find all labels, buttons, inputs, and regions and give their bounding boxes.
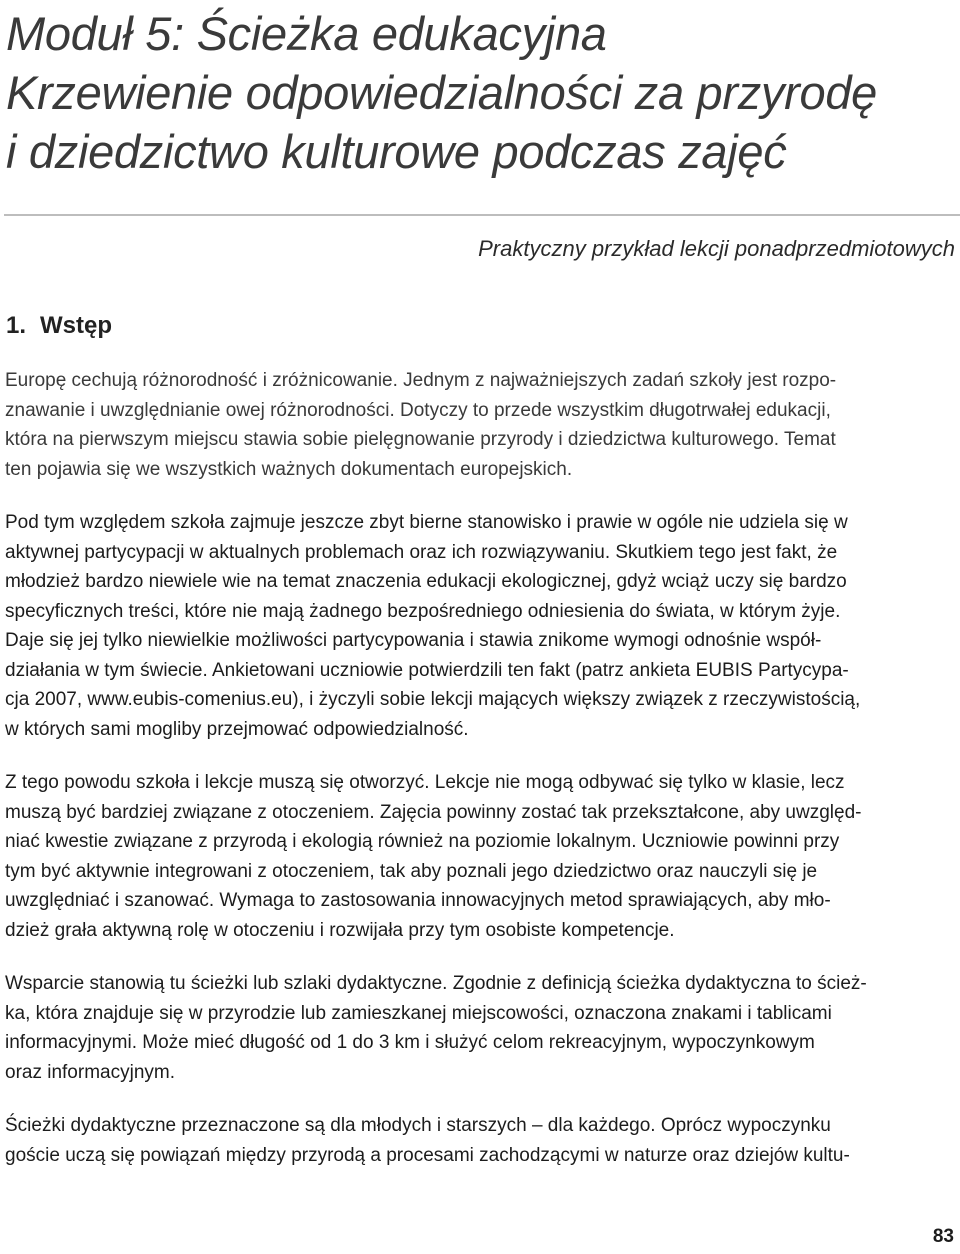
paragraph-line: w których sami mogliby przejmować odpowiedzialność. — [5, 718, 469, 740]
paragraph-line: tym być aktywnie integrowani z otoczeniem, tak aby poznali jego dziedzictwo oraz nauczyli się je — [5, 860, 818, 882]
paragraph-line: cja 2007, www.eubis-comenius.eu), i życzyli sobie lekcji mających większy związek z rzeczywistością, — [5, 689, 861, 710]
page-title — [6, 4, 956, 181]
title-line-1: Moduł 5: Ścieżka edukacyjna — [6, 7, 607, 60]
paragraph-line: dzież grała aktywną rolę w otoczeniu i rozwijała przy tym osobiste kompetencje. — [5, 919, 675, 941]
paragraph — [5, 1111, 957, 1170]
paragraph-line: Europę cechują różnorodność i zróżnicowanie. Jednym z najważniejszych zadań szkoły jest rozpo- — [5, 370, 837, 391]
paragraph-line: goście uczą się powiązań między przyrodą a procesami zachodzącymi w naturze oraz dziejów kultu- — [5, 1144, 850, 1166]
paragraph — [5, 768, 957, 945]
paragraph-line: Pod tym względem szkoła zajmuje jeszcze zbyt bierne stanowisko i prawie w ogóle nie udziela się w — [5, 512, 848, 533]
paragraph-line: działania w tym świecie. Ankietowani uczniowie potwierdzili ten fakt (patrz ankieta EUBIS Partycypa- — [5, 659, 849, 681]
paragraph-line: Ścieżki dydaktyczne przeznaczone są dla młodych i starszych – dla każdego. Oprócz wypoczynku — [5, 1115, 831, 1136]
paragraph-line: muszą być bardziej związane z otoczeniem. Zajęcia powinny zostać tak przekształcone, aby uwzględ- — [5, 801, 862, 823]
paragraph-line: niać kwestie związane z przyrodą i ekologią również na poziomie lokalnym. Uczniowie powinni przy — [5, 831, 840, 852]
section-heading — [6, 312, 112, 340]
title-divider — [4, 214, 960, 216]
paragraph-line: ka, która znajduje się w przyrodzie lub zamieszkanej miejscowości, oznaczona znakami i tablicami — [5, 1002, 832, 1024]
paragraph-line: ten pojawia się we wszystkich ważnych dokumentach europejskich. — [5, 458, 573, 480]
paragraph-line: oraz informacyjnym. — [5, 1061, 175, 1083]
title-line-2: Krzewienie odpowiedzialności za przyrodę — [6, 66, 878, 119]
paragraph-line: uwzględniać i szanować. Wymaga to zastosowania innowacyjnych metod sprawiających, aby mło- — [5, 890, 831, 911]
page-number: 83 — [932, 1226, 954, 1247]
body-text — [5, 366, 957, 1194]
paragraph — [5, 969, 957, 1087]
section-title: Wstęp — [40, 312, 113, 339]
paragraph-line: młodzież bardzo niewiele wie na temat znaczenia edukacji ekologicznej, gdyż wciąż uczy się bardzo — [5, 571, 847, 592]
paragraph-line: która na pierwszym miejscu stawia sobie pielęgnowanie przyrody i dziedzictwa kulturowego. Temat — [5, 429, 836, 450]
paragraph-line: Z tego powodu szkoła i lekcje muszą się otworzyć. Lekcje nie mogą odbywać się tylko w klasie, lecz — [5, 772, 845, 793]
paragraph-line: specyficznych treści, które nie mają żadnego bezpośredniego odniesienia do świata, w którym żyje. — [5, 600, 841, 622]
paragraph-line: informacyjnymi. Może mieć długość od 1 do 3 km i służyć celom rekreacyjnym, wypoczynkowym — [5, 1032, 815, 1053]
paragraph — [5, 366, 957, 484]
paragraph — [5, 508, 957, 744]
paragraph-line: Daje się jej tylko niewielkie możliwości partycypowania i stawia znikome wymogi odnośnie współ- — [5, 630, 822, 651]
subtitle: Praktyczny przykład lekcji ponadprzedmiotowych — [478, 236, 955, 261]
title-line-3: i dziedzictwo kulturowe podczas zajęć — [6, 125, 787, 178]
paragraph-line: Wsparcie stanowią tu ścieżki lub szlaki dydaktyczne. Zgodnie z definicją ścieżka dydaktyczna to ścież- — [5, 973, 867, 994]
paragraph-line: znawanie i uwzględnianie owej różnorodności. Dotyczy to przede wszystkim długotrwałej edukacji, — [5, 399, 831, 421]
paragraph-line: aktywnej partycypacji w aktualnych problemach oraz ich rozwiązywaniu. Skutkiem tego jest fakt, że — [5, 541, 838, 563]
section-number: 1. — [6, 312, 27, 339]
